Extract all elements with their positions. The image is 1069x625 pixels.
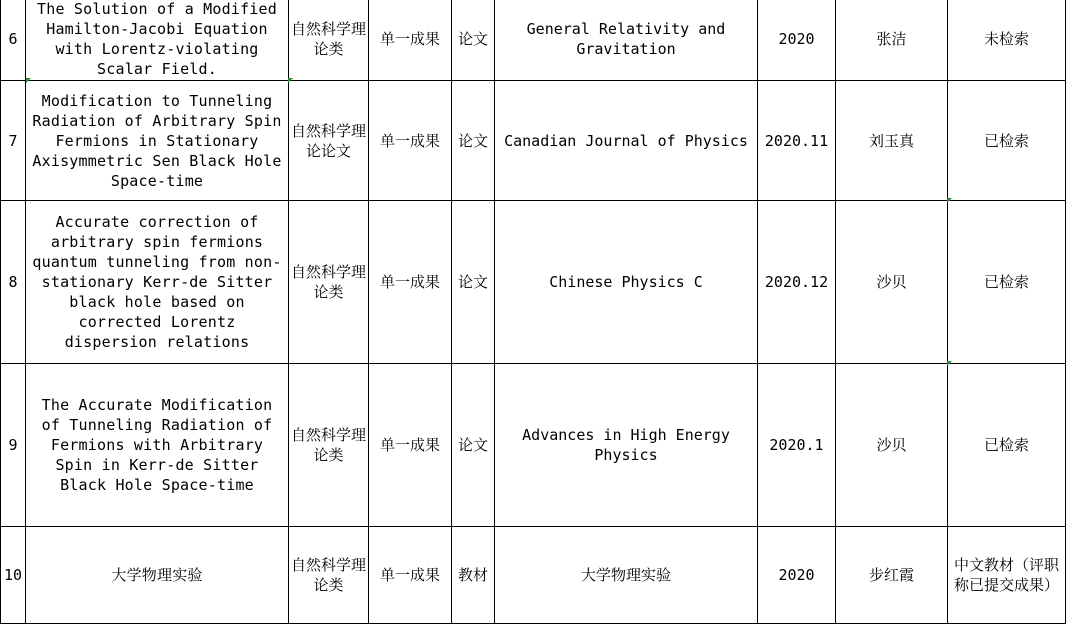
status-cell: 已检索: [948, 364, 1066, 527]
category-cell: 自然科学理论类: [289, 527, 369, 624]
date-cell: 2020: [758, 527, 836, 624]
kind-cell: 论文: [452, 0, 495, 81]
category-cell: 自然科学理论论文: [289, 81, 369, 201]
status-cell: 未检索: [948, 0, 1066, 81]
row-number: 6: [1, 0, 26, 81]
row-number: 8: [1, 201, 26, 364]
table-row: [1, 81, 1066, 201]
date-cell: 2020.12: [758, 201, 836, 364]
table-row: [1, 0, 1066, 81]
cell-marker: [26, 78, 31, 83]
row-number: 9: [1, 364, 26, 527]
category-cell: 自然科学理论类: [289, 201, 369, 364]
author-cell: 沙贝: [836, 364, 948, 527]
achievement-title: The Solution of a Modified Hamilton-Jacobi Equation with Lorentz-violating Scalar Field.: [26, 0, 289, 81]
status-cell: 已检索: [948, 81, 1066, 201]
publication-cell: Canadian Journal of Physics: [495, 81, 758, 201]
achievement-title: Accurate correction of arbitrary spin fermions quantum tunneling from non-stationary Kerr-de Sitter black hole based on corrected Lorentz dispersion relations: [26, 201, 289, 364]
kind-cell: 论文: [452, 81, 495, 201]
achievement-title: Modification to Tunneling Radiation of Arbitrary Spin Fermions in Stationary Axisymmetric Sen Black Hole Space-time: [26, 81, 289, 201]
date-cell: 2020.1: [758, 364, 836, 527]
date-cell: 2020.11: [758, 81, 836, 201]
date-cell: 2020: [758, 0, 836, 81]
result-type-cell: 单一成果: [369, 0, 452, 81]
result-type-cell: 单一成果: [369, 81, 452, 201]
table-row: [1, 364, 1066, 527]
cell-marker: [947, 361, 952, 366]
achievement-title: 大学物理实验: [26, 527, 289, 624]
publication-cell: Advances in High Energy Physics: [495, 364, 758, 527]
row-number: 7: [1, 81, 26, 201]
table-row: [1, 527, 1066, 624]
kind-cell: 论文: [452, 364, 495, 527]
status-cell: 中文教材（评职称已提交成果）: [948, 527, 1066, 624]
result-type-cell: 单一成果: [369, 364, 452, 527]
category-cell: 自然科学理论类: [289, 364, 369, 527]
kind-cell: 论文: [452, 201, 495, 364]
achievement-title: The Accurate Modification of Tunneling Radiation of Fermions with Arbitrary Spin in Kerr-de Sitter Black Hole Space-time: [26, 364, 289, 527]
cell-marker: [947, 198, 952, 203]
row-number: 10: [1, 527, 26, 624]
category-cell: 自然科学理论类: [289, 0, 369, 81]
cell-marker: [288, 78, 293, 83]
result-type-cell: 单一成果: [369, 527, 452, 624]
table-row: [1, 201, 1066, 364]
publication-cell: Chinese Physics C: [495, 201, 758, 364]
author-cell: 张洁: [836, 0, 948, 81]
kind-cell: 教材: [452, 527, 495, 624]
result-type-cell: 单一成果: [369, 201, 452, 364]
publication-cell: General Relativity and Gravitation: [495, 0, 758, 81]
author-cell: 沙贝: [836, 201, 948, 364]
publication-cell: 大学物理实验: [495, 527, 758, 624]
author-cell: 刘玉真: [836, 81, 948, 201]
author-cell: 步红霞: [836, 527, 948, 624]
status-cell: 已检索: [948, 201, 1066, 364]
